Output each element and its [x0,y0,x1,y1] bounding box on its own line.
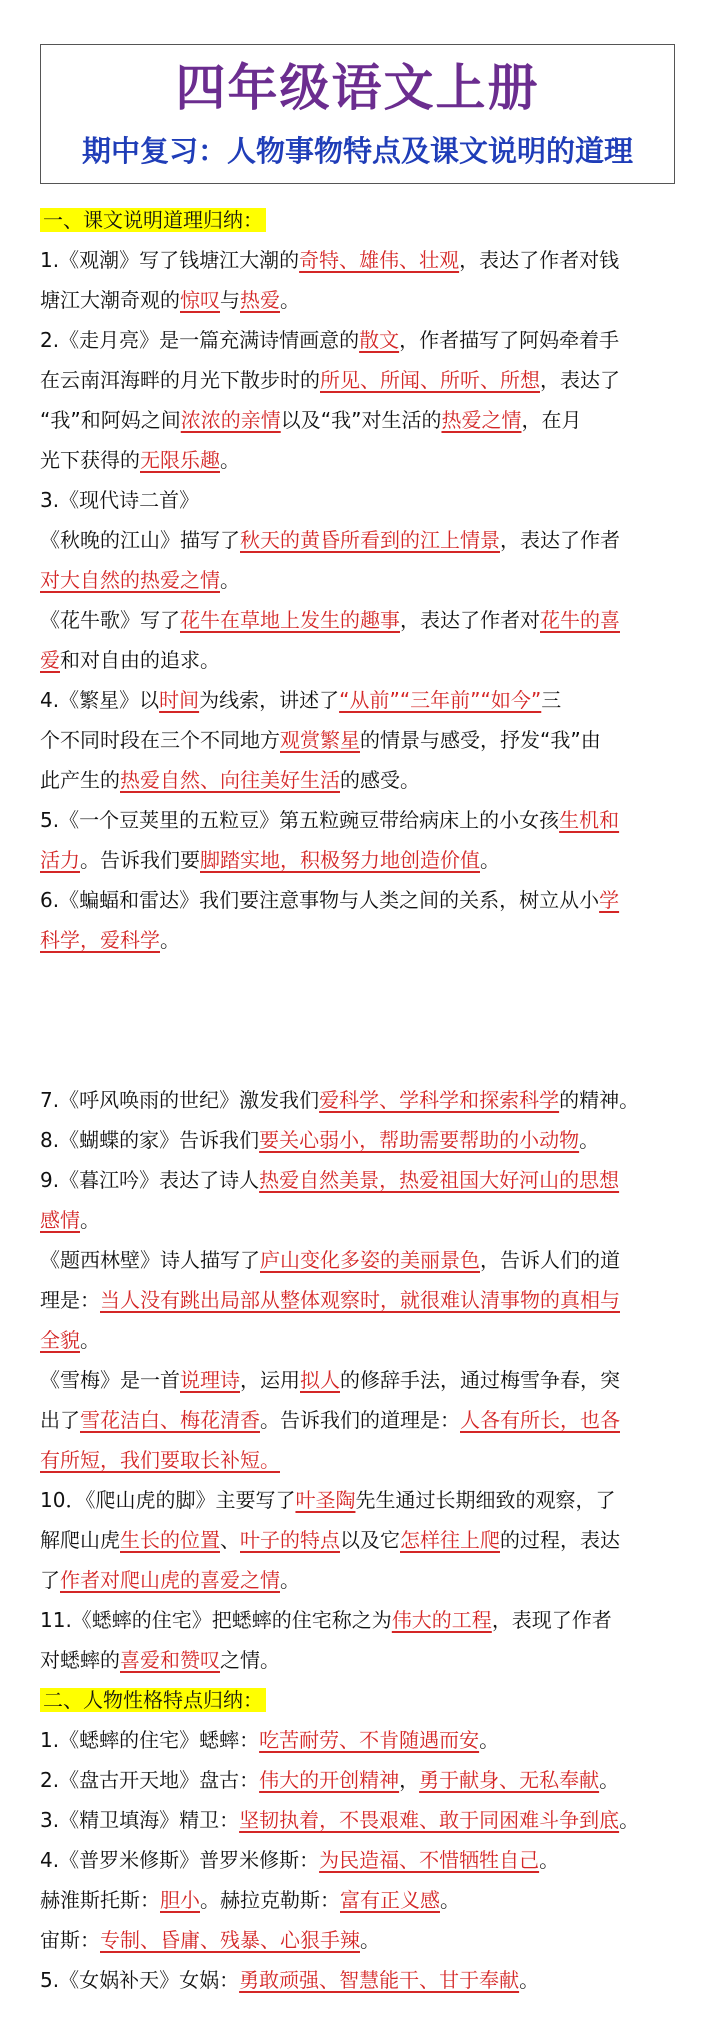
plain-text: 。 [579,1128,600,1152]
plain-text: ，表达了 [540,368,620,392]
plain-text: 2.《走月亮》是一篇充满诗情画意的 [40,328,360,352]
blank-spacer [40,960,700,1080]
plain-text: 5.《女娲补天》女娲： [40,1968,240,1992]
answer-text: 科学，爱科学 [40,928,160,952]
text-line [40,800,700,840]
answer-text: 勇敢顽强、智慧能干、甘于奉献 [239,1968,520,1992]
answer-text: “从前”“三年前”“如今” [339,688,542,712]
answer-text: 花牛在草地上发生的趣事 [180,608,400,632]
answer-text: 伟大的开创精神 [259,1768,400,1792]
plain-text: 6.《蝙蝠和雷达》我们要注意事物与人类之间的关系，树立从小 [40,888,600,912]
answer-text: 吃苦耐劳、不肯随遇而安 [259,1728,480,1752]
plain-text: 理是： [40,1288,100,1312]
text-line [40,920,700,960]
plain-text: 1.《观潮》写了钱塘江大潮的 [40,248,300,272]
text-line [40,640,700,680]
text-line [40,1640,700,1680]
plain-text: 11.《蟋蟀的住宅》把蟋蟀的住宅称之为 [40,1608,392,1632]
plain-text: 塘江大潮奇观的 [40,288,180,312]
plain-text: 了 [40,1568,60,1592]
text-line [40,520,700,560]
answer-text: 热爱自然美景，热爱祖国大好河山的思想 [259,1168,620,1192]
text-line [40,840,700,880]
text-line [40,480,700,520]
plain-text: 3.《现代诗二首》 [40,488,200,512]
plain-text: 。 [220,448,240,472]
text-line [40,1560,700,1600]
plain-text: 3.《精卫填海》精卫： [40,1808,240,1832]
answer-text: 热爱之情 [441,408,522,432]
plain-text: 个不同时段在三个不同地方 [40,728,280,752]
answer-text: 叶子的特点 [240,1528,340,1552]
answer-text: 学 [599,888,620,912]
text-line [40,280,700,320]
answer-text: 脚踏实地，积极努力地创造价值 [200,848,480,872]
text-line [40,1800,700,1840]
answer-text: 热爱自然、向往美好生活 [120,768,340,792]
plain-text: 三 [541,688,562,712]
plain-text: ，表现了作者 [491,1608,612,1632]
plain-text: 的精神。 [559,1088,640,1112]
answer-text: 感情 [40,1208,80,1232]
plain-text: 。告诉我们要 [80,848,200,872]
plain-text: “我”和阿妈之间 [40,408,181,432]
main-title: 四年级语文上册 [175,59,540,117]
text-line [40,1080,700,1120]
title-box [40,44,675,184]
plain-text: 的感受。 [340,768,420,792]
plain-text: 的情景与感受，抒发“我”由 [360,728,601,752]
text-line [40,1920,700,1960]
text-line [40,1120,700,1160]
section1-heading: 一、课文说明道理归纳： [40,200,700,240]
answer-text: 爱 [40,648,60,672]
text-line [40,1280,700,1320]
answer-text: 活力 [40,848,80,872]
plain-text: 与 [220,288,240,312]
answer-text: 浓浓的亲情 [180,408,281,432]
answer-text: 生机和 [559,808,620,832]
answer-text: 当人没有跳出局部从整体观察时，就很难认清事物的真相与 [100,1288,620,1312]
text-line [40,320,700,360]
answer-text: 秋天的黄昏所看到的江上情景 [240,528,500,552]
plain-text: 。赫拉克勒斯： [200,1888,340,1912]
plain-text: 宙斯： [40,1928,100,1952]
answer-text: 作者对爬山虎的喜爱之情 [60,1568,280,1592]
plain-text: ，表达了作者对钱 [459,248,620,272]
text-line [40,880,700,920]
text-line [40,600,700,640]
plain-text: ，告诉人们的道 [480,1248,620,1272]
answer-text: 伟大的工程 [391,1608,492,1632]
answer-text: 奇特、雄伟、壮观 [299,248,460,272]
text-line [40,1360,700,1400]
answer-text: 热爱 [240,288,280,312]
answer-text: 拟人 [300,1368,340,1392]
text-line [40,1960,700,2000]
answer-text: 无限乐趣 [140,448,220,472]
plain-text: ，作者描写了阿妈牵着手 [399,328,620,352]
plain-text: 。 [280,1568,300,1592]
plain-text: 。 [480,848,500,872]
plain-text: 在云南洱海畔的月光下散步时的 [40,368,320,392]
answer-text: 生长的位置 [120,1528,220,1552]
plain-text: ， [399,1768,420,1792]
plain-text: 。 [360,1928,380,1952]
plain-text: 。 [619,1808,640,1832]
answer-text: 喜爱和赞叹 [120,1648,220,1672]
plain-text: 7.《呼风唤雨的世纪》激发我们 [40,1088,320,1112]
answer-text: 对大自然的热爱之情 [40,568,220,592]
text-line [40,1720,700,1760]
plain-text: 。 [160,928,180,952]
plain-text: 9.《暮江吟》表达了诗人 [40,1168,260,1192]
plain-text: 《题西林壁》诗人描写了 [40,1248,260,1272]
text-line [40,1440,700,1480]
text-line [40,1400,700,1440]
plain-text: 5.《一个豆荚里的五粒豆》第五粒豌豆带给病床上的小女孩 [40,808,560,832]
plain-text: 以及它 [340,1528,400,1552]
answer-text: 人各有所长，也各 [460,1408,620,1432]
text-line [40,1320,700,1360]
plain-text: 的修辞手法，通过梅雪争春，突 [340,1368,620,1392]
text-line [40,560,700,600]
plain-text: ，表达了作者对 [400,608,540,632]
plain-text: 、 [220,1528,240,1552]
plain-text: 。 [80,1208,100,1232]
text-line [40,1160,700,1200]
text-line [40,400,700,440]
answer-text: 胆小 [160,1888,200,1912]
plain-text: 《花牛歌》写了 [40,608,180,632]
answer-text: 时间 [159,688,200,712]
answer-text: 爱科学、学科学和探索科学 [319,1088,560,1112]
plain-text: 赫淮斯托斯： [40,1888,160,1912]
plain-text: 。 [280,288,300,312]
plain-text: 《雪梅》是一首 [40,1368,180,1392]
answer-text: 花牛的喜 [540,608,620,632]
answer-text: 说理诗 [180,1368,240,1392]
plain-text: 出了 [40,1408,80,1432]
plain-text: 10．《爬山虎的脚》主要写了 [40,1488,296,1512]
plain-text: ，在月 [521,408,582,432]
text-line [40,1880,700,1920]
plain-text: 1.《蟋蟀的住宅》蟋蟀： [40,1728,260,1752]
plain-text: 之情。 [220,1648,280,1672]
plain-text: 2.《盘古开天地》盘古： [40,1768,260,1792]
plain-text: 。 [220,568,240,592]
plain-text: 。 [599,1768,620,1792]
text-line [40,1520,700,1560]
plain-text: 先生通过长期细致的观察，了 [355,1488,616,1512]
text-line [40,1600,700,1640]
answer-text: 要关心弱小，帮助需要帮助的小动物 [259,1128,580,1152]
answer-text: 庐山变化多姿的美丽景色 [260,1248,480,1272]
plain-text: 以及“我”对生活的 [280,408,442,432]
plain-text: 。 [479,1728,500,1752]
text-line [40,440,700,480]
text-line [40,1480,700,1520]
section1-lines-b [40,1080,700,1680]
answer-text: 叶圣陶 [295,1488,356,1512]
content [40,200,700,2000]
answer-text: 为民造福、不惜牺牲自己 [319,1848,540,1872]
section2-lines [40,1720,700,2000]
plain-text: 和对自由的追求。 [60,648,220,672]
plain-text: 对蟋蟀的 [40,1648,120,1672]
text-line [40,240,700,280]
answer-text: 所见、所闻、所听、所想 [320,368,540,392]
answer-text: 有所短，我们要取长补短。 [40,1448,280,1472]
text-line [40,360,700,400]
plain-text: 《秋晚的江山》描写了 [40,528,240,552]
answer-text: 散文 [359,328,400,352]
text-line [40,1200,700,1240]
text-line [40,720,700,760]
answer-text: 专制、昏庸、残暴、心狠手辣 [100,1928,360,1952]
plain-text: ，表达了作者 [500,528,620,552]
text-line [40,680,700,720]
answer-text: 坚韧执着，不畏艰难、敢于同困难斗争到底 [239,1808,620,1832]
text-line [40,1760,700,1800]
plain-text: 4.《繁星》以 [40,688,160,712]
answer-text: 富有正义感 [340,1888,440,1912]
answer-text: 全貌 [40,1328,80,1352]
plain-text: 的过程，表达 [500,1528,620,1552]
answer-text: 雪花洁白、梅花清香 [80,1408,260,1432]
plain-text: 。告诉我们的道理是： [260,1408,460,1432]
text-line [40,1240,700,1280]
plain-text: 为线索，讲述了 [199,688,340,712]
text-line [40,1840,700,1880]
plain-text: 解爬山虎 [40,1528,120,1552]
plain-text: 4.《普罗米修斯》普罗米修斯： [40,1848,320,1872]
plain-text: 。 [519,1968,540,1992]
plain-text: 光下获得的 [40,448,140,472]
plain-text: 此产生的 [40,768,120,792]
plain-text: 8.《蝴蝶的家》告诉我们 [40,1128,260,1152]
answer-text: 勇于献身、无私奉献 [419,1768,600,1792]
text-line [40,760,700,800]
plain-text: 。 [80,1328,100,1352]
answer-text: 观赏繁星 [280,728,360,752]
answer-text: 怎样往上爬 [400,1528,500,1552]
plain-text: ，运用 [240,1368,300,1392]
sub-title: 期中复习：人物事物特点及课文说明的道理 [81,134,633,168]
plain-text: 。 [440,1888,460,1912]
plain-text: 。 [539,1848,560,1872]
section1-lines [40,240,700,960]
answer-text: 惊叹 [180,288,220,312]
section2-heading: 二、人物性格特点归纳： [40,1680,700,1720]
